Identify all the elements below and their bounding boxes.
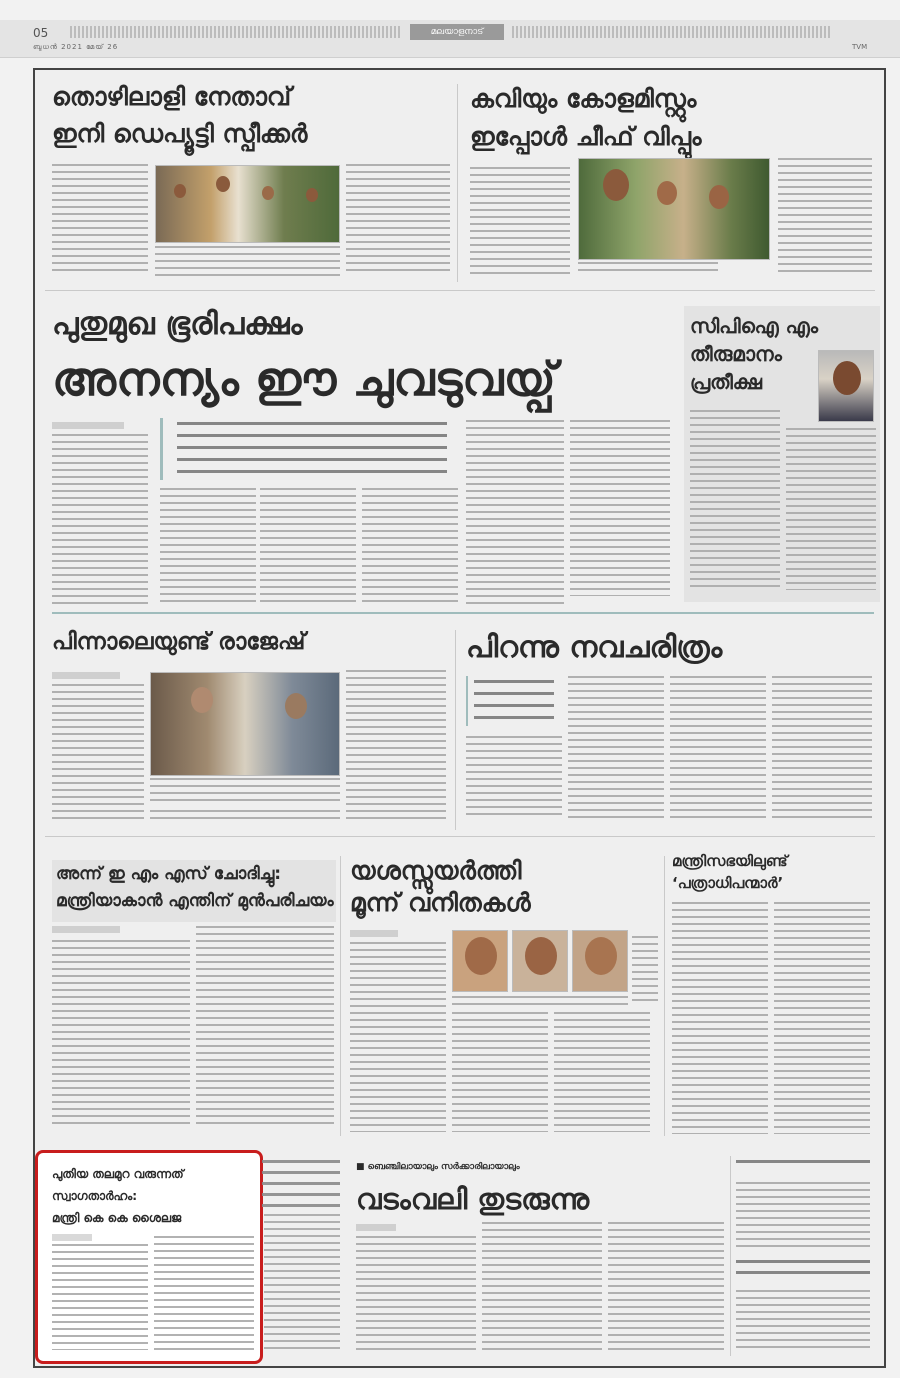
dateline: ബുധൻ 2021 മേയ് 26 bbox=[33, 43, 119, 51]
story11-body-col2 bbox=[482, 1222, 602, 1352]
story3-body-col1 bbox=[52, 434, 148, 606]
story6-contributors bbox=[466, 676, 562, 726]
story1-body-col2 bbox=[346, 164, 450, 276]
story4-headline-line1: സിപിഐ എം bbox=[690, 314, 819, 338]
section-divider bbox=[45, 836, 875, 837]
story6-body-col1 bbox=[466, 736, 562, 820]
column-divider bbox=[455, 630, 456, 830]
story3-headline-line1: പുതുമുഖ ഭൂരിപക്ഷം bbox=[52, 306, 303, 342]
story8-portrait-2 bbox=[512, 930, 568, 992]
brief-heading bbox=[736, 1160, 870, 1172]
story5-photo bbox=[150, 672, 340, 776]
story7-body-col2 bbox=[196, 926, 334, 1126]
person bbox=[585, 937, 617, 975]
story9-headline-line1: മന്ത്രിസഭയിലുണ്ട് bbox=[672, 852, 788, 870]
story5-credit bbox=[150, 810, 340, 820]
story2-photo bbox=[578, 158, 770, 260]
person bbox=[174, 184, 186, 198]
section-rule bbox=[52, 612, 874, 614]
edition-label: TVM bbox=[852, 43, 868, 51]
story9-body-col2 bbox=[774, 902, 870, 1134]
story1-body-col1 bbox=[52, 164, 148, 274]
page-number: 05 bbox=[33, 26, 49, 40]
story11-body-col3 bbox=[608, 1222, 724, 1352]
story8-photo-captions bbox=[452, 996, 628, 1006]
story6-body-col4 bbox=[772, 676, 872, 820]
story11-kicker: ■ ബെഞ്ചിലായാലും സർക്കാരിലായാലും bbox=[356, 1162, 520, 1172]
story7-headline-line2: മന്ത്രിയാകാൻ എന്തിന് മുൻപരിചയം bbox=[56, 891, 334, 911]
story7-body-col1 bbox=[52, 940, 190, 1126]
person bbox=[525, 937, 557, 975]
story4-body-col2 bbox=[786, 428, 876, 590]
column-divider bbox=[664, 856, 665, 1136]
story8-body-col1 bbox=[350, 942, 446, 1132]
story11-body-col1 bbox=[356, 1236, 476, 1352]
story10-headline-line3: മന്ത്രി കെ കെ ശൈലജ bbox=[52, 1211, 182, 1225]
story4-portrait bbox=[818, 350, 874, 422]
story9-body-col1 bbox=[672, 902, 768, 1134]
story8-headline-line2: മൂന്ന് വനിതകൾ bbox=[350, 888, 531, 917]
person bbox=[657, 181, 677, 205]
column-divider bbox=[730, 1156, 731, 1356]
story4-headline-line2: തീരുമാനം bbox=[690, 342, 782, 366]
story3-deck-text bbox=[177, 422, 447, 474]
story8-portrait-1 bbox=[452, 930, 508, 992]
story3-body-col3 bbox=[260, 488, 356, 606]
person bbox=[191, 687, 213, 713]
column-divider bbox=[457, 84, 458, 282]
story7-headline-line1: അന്ന് ഇ എം എസ് ചോദിച്ചു: bbox=[56, 864, 282, 884]
story3-body-col5 bbox=[466, 420, 564, 606]
story2-caption bbox=[578, 262, 718, 276]
story3-deck bbox=[160, 418, 460, 480]
story6-body-col3 bbox=[670, 676, 766, 820]
byline bbox=[350, 930, 398, 937]
story2-body-col2 bbox=[778, 158, 872, 276]
person bbox=[465, 937, 497, 975]
story10-body-col1 bbox=[52, 1244, 148, 1350]
person bbox=[216, 176, 230, 192]
person bbox=[306, 188, 318, 202]
story5-body-col1 bbox=[52, 684, 144, 820]
section-label: മലയാളനാട് bbox=[410, 24, 504, 40]
byline bbox=[52, 926, 120, 933]
story5-body-col2 bbox=[346, 670, 446, 820]
story3-headline-line2: അനന്യം ഈ ചുവടുവയ്പ് bbox=[52, 352, 556, 407]
person bbox=[603, 169, 629, 201]
story9-headline-line2: ‘പത്രാധിപന്മാർ’ bbox=[672, 874, 784, 892]
story11-headline: വടംവലി തുടരുന്നു bbox=[356, 1182, 590, 1216]
story1-caption bbox=[155, 246, 340, 276]
person bbox=[709, 185, 729, 209]
brief-body bbox=[736, 1182, 870, 1252]
story8-body-side bbox=[632, 936, 658, 1006]
story4-body-col1 bbox=[690, 410, 780, 590]
story6-contributors-text bbox=[474, 680, 554, 720]
story2-headline-line2: ഇപ്പോൾ ചീഫ് വിപ്പും bbox=[470, 122, 702, 151]
story1-headline-line1: തൊഴിലാളി നേതാവ് bbox=[52, 82, 292, 111]
story8-portrait-3 bbox=[572, 930, 628, 992]
story1-photo bbox=[155, 165, 340, 243]
story10-body-col2 bbox=[154, 1236, 254, 1350]
story6-headline: പിറന്നു നവചരിത്രം bbox=[466, 630, 723, 665]
story2-headline-line1: കവിയും കോളമിസ്റ്റും bbox=[470, 84, 697, 113]
story8-body-col3 bbox=[554, 1012, 650, 1132]
story10-headline-line2: സ്വാഗതാർഹം: bbox=[52, 1189, 138, 1203]
person bbox=[833, 361, 861, 395]
byline bbox=[356, 1224, 396, 1231]
byline bbox=[52, 422, 124, 429]
story8-body-col2 bbox=[452, 1012, 548, 1132]
section-divider bbox=[45, 290, 875, 291]
story10-headline-line1: പുതിയ തലമുറ വരുന്നത് bbox=[52, 1167, 184, 1181]
adjacent-brief-body bbox=[264, 1214, 340, 1352]
column-divider bbox=[340, 856, 341, 1136]
story3-body-col6 bbox=[570, 420, 670, 596]
story5-caption bbox=[150, 778, 340, 802]
story3-body-col4 bbox=[362, 488, 458, 606]
brief2-body bbox=[736, 1290, 870, 1352]
adjacent-brief-heading bbox=[262, 1160, 340, 1210]
story8-headline-line1: യശസ്സുയർത്തി bbox=[350, 856, 522, 885]
brief2-heading bbox=[736, 1260, 870, 1282]
byline bbox=[52, 1234, 92, 1241]
story4-headline-line3: പ്രതീക്ഷ bbox=[690, 370, 762, 394]
person bbox=[262, 186, 274, 200]
story1-headline-line2: ഇനി ഡെപ്യൂട്ടി സ്പീക്കർ bbox=[52, 119, 308, 148]
byline bbox=[52, 672, 120, 679]
story6-body-col2 bbox=[568, 676, 664, 820]
story2-body-col1 bbox=[470, 167, 570, 277]
story5-headline: പിന്നാലെയുണ്ട് രാജേഷ് bbox=[52, 629, 306, 655]
person bbox=[285, 693, 307, 719]
masthead-pattern bbox=[70, 26, 400, 38]
masthead-pattern bbox=[512, 26, 832, 38]
story3-body-col2 bbox=[160, 488, 256, 606]
